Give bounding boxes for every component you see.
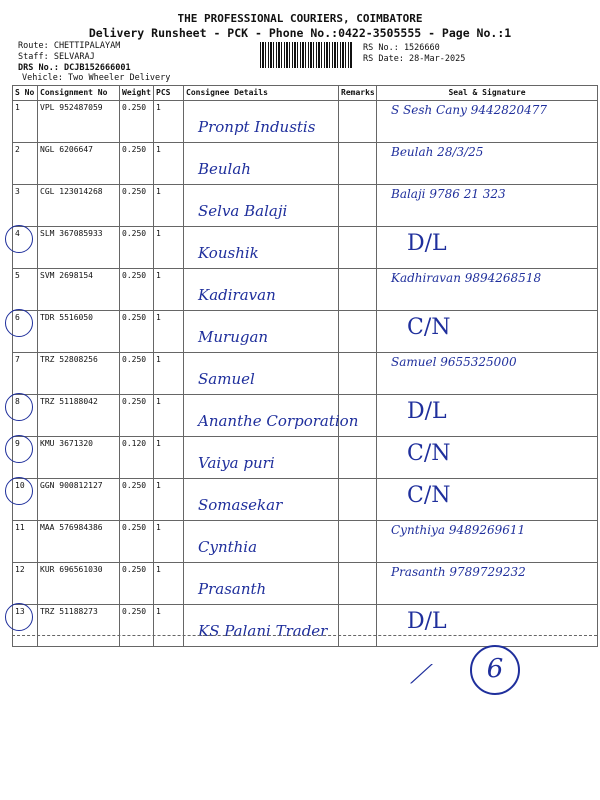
consignee-handwriting: Somasekar: [198, 496, 283, 514]
table-row: [13, 521, 598, 563]
row-weight: 0.250: [120, 227, 154, 269]
row-pcs: 1: [154, 227, 184, 269]
runsheet-subtitle: Delivery Runsheet - PCK - Phone No.:0422-3505555 - Page No.:1: [88, 26, 512, 40]
row-consignment: SLM 367085933: [38, 227, 120, 269]
handwritten-circle-mark: [5, 393, 33, 421]
row-sno: 13: [13, 605, 38, 647]
signature-handwriting: C/N: [407, 441, 451, 466]
row-remarks: [339, 227, 377, 269]
row-weight: 0.250: [120, 269, 154, 311]
row-consignee: [184, 479, 339, 521]
table-end-line: [12, 635, 597, 636]
table-row: [13, 269, 598, 311]
row-pcs: 1: [154, 101, 184, 143]
row-consignee: [184, 101, 339, 143]
signature-handwriting: Beulah 28/3/25: [391, 145, 484, 159]
consignee-handwriting: KS Palani Trader: [198, 622, 328, 640]
col-weight: Weight: [120, 86, 154, 101]
row-sno: 3: [13, 185, 38, 227]
consignee-handwriting: Beulah: [198, 160, 251, 178]
row-remarks: [339, 185, 377, 227]
row-signature: [377, 521, 598, 563]
consignee-handwriting: Prasanth: [198, 580, 267, 598]
row-signature: [377, 395, 598, 437]
table-row: [13, 605, 598, 647]
rs-number: RS No.: 1526660: [363, 43, 440, 53]
row-weight: 0.250: [120, 395, 154, 437]
signature-handwriting: Samuel 9655325000: [391, 355, 517, 369]
row-remarks: [339, 605, 377, 647]
table-row: [13, 563, 598, 605]
row-consignee: [184, 605, 339, 647]
col-consignment: Consignment No: [38, 86, 120, 101]
rs-date: RS Date: 28-Mar-2025: [363, 54, 466, 64]
row-signature: [377, 479, 598, 521]
row-consignee: [184, 311, 339, 353]
row-remarks: [339, 269, 377, 311]
row-consignee: [184, 227, 339, 269]
row-consignee: [184, 269, 339, 311]
circled-count: 6: [470, 645, 520, 695]
row-remarks: [339, 101, 377, 143]
row-consignment: MAA 576984386: [38, 521, 120, 563]
signature-handwriting: Balaji 9786 21 323: [391, 187, 506, 201]
consignee-handwriting: Kadiravan: [198, 286, 276, 304]
handwritten-tick: ⟋: [410, 660, 429, 690]
row-consignee: [184, 143, 339, 185]
row-signature: [377, 353, 598, 395]
row-pcs: 1: [154, 353, 184, 395]
col-remarks: Remarks: [339, 86, 377, 101]
row-consignment: KUR 696561030: [38, 563, 120, 605]
row-pcs: 1: [154, 563, 184, 605]
row-sno: 11: [13, 521, 38, 563]
table-row: [13, 353, 598, 395]
row-signature: [377, 311, 598, 353]
row-consignment: CGL 123014268: [38, 185, 120, 227]
row-pcs: 1: [154, 521, 184, 563]
row-consignee: [184, 395, 359, 437]
signature-handwriting: D/L: [407, 399, 447, 424]
row-pcs: 1: [154, 185, 184, 227]
row-sno: 7: [13, 353, 38, 395]
row-remarks: [339, 311, 377, 353]
table-header-row: [13, 86, 598, 101]
row-weight: 0.250: [120, 101, 154, 143]
table-row: [13, 227, 598, 269]
handwritten-circle-mark: [5, 309, 33, 337]
row-weight: 0.250: [120, 353, 154, 395]
row-consignment: VPL 952487059: [38, 101, 120, 143]
row-signature: [377, 227, 598, 269]
row-weight: 0.250: [120, 143, 154, 185]
row-pcs: 1: [154, 311, 184, 353]
row-consignment: TRZ 51188042: [38, 395, 120, 437]
consignee-handwriting: Vaiya puri: [198, 454, 275, 472]
row-weight: 0.250: [120, 521, 154, 563]
row-consignee: [184, 353, 339, 395]
signature-handwriting: Cynthiya 9489269611: [391, 523, 526, 537]
handwritten-circle-mark: [5, 477, 33, 505]
table-row: [13, 395, 598, 437]
row-remarks: [339, 143, 377, 185]
row-remarks: [339, 563, 377, 605]
row-consignment: TDR 5516050: [38, 311, 120, 353]
row-consignment: GGN 900812127: [38, 479, 120, 521]
table-row: [13, 311, 598, 353]
consignee-handwriting: Selva Balaji: [198, 202, 288, 220]
table-row: [13, 479, 598, 521]
row-sno: 9: [13, 437, 38, 479]
row-sno: 2: [13, 143, 38, 185]
consignee-handwriting: Koushik: [198, 244, 259, 262]
table-row: [13, 185, 598, 227]
col-consignee: Consignee Details: [184, 86, 339, 101]
vehicle: Vehicle: Two Wheeler Delivery: [22, 73, 171, 83]
col-pcs: PCS: [154, 86, 184, 101]
route: Route: CHETTIPALAYAM: [18, 41, 121, 51]
row-sno: 5: [13, 269, 38, 311]
row-sno: 6: [13, 311, 38, 353]
row-consignment: TRZ 52808256: [38, 353, 120, 395]
row-signature: [377, 269, 598, 311]
signature-handwriting: C/N: [407, 483, 451, 508]
row-weight: 0.250: [120, 311, 154, 353]
consignee-handwriting: Cynthia: [198, 538, 258, 556]
table-row: [13, 101, 598, 143]
table-row: [13, 437, 598, 479]
row-signature: [377, 563, 598, 605]
row-consignment: KMU 3671320: [38, 437, 120, 479]
signature-handwriting: C/N: [407, 315, 451, 340]
row-consignment: SVM 2698154: [38, 269, 120, 311]
row-consignment: NGL 6206647: [38, 143, 120, 185]
consignee-handwriting: Pronpt Industis: [198, 118, 316, 136]
row-weight: 0.250: [120, 479, 154, 521]
row-pcs: 1: [154, 479, 184, 521]
row-consignment: TRZ 51188273: [38, 605, 120, 647]
row-consignee: [184, 563, 339, 605]
row-signature: [377, 605, 598, 647]
handwritten-circle-mark: [5, 603, 33, 631]
row-signature: [377, 437, 598, 479]
col-signature: Seal & Signature: [377, 86, 598, 101]
row-remarks: [339, 395, 377, 437]
row-consignee: [184, 521, 339, 563]
row-remarks: [339, 353, 377, 395]
drs-number: DRS No.: DCJB152666001: [18, 63, 131, 73]
row-weight: 0.250: [120, 185, 154, 227]
signature-handwriting: S Sesh Cany 9442820477: [391, 103, 548, 117]
row-pcs: 1: [154, 395, 184, 437]
row-sno: 1: [13, 101, 38, 143]
row-pcs: 1: [154, 437, 184, 479]
signature-handwriting: D/L: [407, 609, 447, 634]
col-sno: S No: [13, 86, 38, 101]
handwritten-circle-mark: [5, 435, 33, 463]
signature-handwriting: Kadhiravan 9894268518: [391, 271, 542, 285]
runsheet-table: [12, 85, 598, 647]
row-sno: 12: [13, 563, 38, 605]
signature-handwriting: Prasanth 9789729232: [391, 565, 526, 579]
row-sno: 10: [13, 479, 38, 521]
consignee-handwriting: Ananthe Corporation: [198, 412, 359, 430]
handwritten-circle-mark: [5, 225, 33, 253]
row-pcs: 1: [154, 269, 184, 311]
row-remarks: [339, 479, 377, 521]
row-consignee: [184, 437, 339, 479]
staff: Staff: SELVARAJ: [18, 52, 95, 62]
row-weight: 0.120: [120, 437, 154, 479]
barcode: [260, 42, 352, 68]
row-pcs: 1: [154, 143, 184, 185]
row-sno: 4: [13, 227, 38, 269]
row-weight: 0.250: [120, 605, 154, 647]
company-title: THE PROFESSIONAL COURIERS, COIMBATORE: [177, 12, 423, 25]
consignee-handwriting: Murugan: [198, 328, 269, 346]
table-row: [13, 143, 598, 185]
row-pcs: 1: [154, 605, 184, 647]
row-remarks: [339, 521, 377, 563]
signature-handwriting: D/L: [407, 231, 447, 256]
row-signature: [377, 143, 598, 185]
consignee-handwriting: Samuel: [198, 370, 255, 388]
row-remarks: [339, 437, 377, 479]
row-consignee: [184, 185, 339, 227]
row-sno: 8: [13, 395, 38, 437]
row-signature: [377, 101, 598, 143]
row-signature: [377, 185, 598, 227]
row-weight: 0.250: [120, 563, 154, 605]
